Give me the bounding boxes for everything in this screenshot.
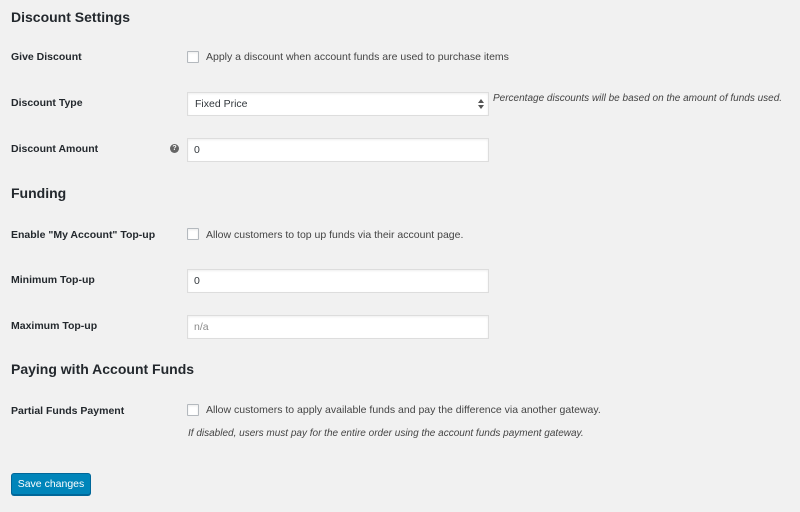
enable-topup-checkbox-label[interactable]: Allow customers to top up funds via their account page.: [206, 229, 464, 241]
funding-heading: Funding: [11, 185, 67, 201]
give-discount-checkbox[interactable]: [187, 51, 199, 63]
select-arrows-icon: [478, 98, 484, 110]
enable-topup-label: Enable "My Account" Top-up: [11, 229, 156, 241]
discount-settings-heading: Discount Settings: [11, 9, 131, 25]
maximum-topup-label: Maximum Top-up: [11, 320, 98, 332]
minimum-topup-label: Minimum Top-up: [11, 274, 95, 286]
discount-type-select[interactable]: [187, 92, 489, 116]
discount-amount-input[interactable]: [187, 138, 489, 162]
partial-funds-payment-label: Partial Funds Payment: [11, 405, 125, 417]
give-discount-label: Give Discount: [11, 51, 82, 63]
enable-topup-checkbox[interactable]: [187, 228, 199, 240]
partial-funds-payment-checkbox[interactable]: [187, 404, 199, 416]
partial-funds-payment-checkbox-label[interactable]: Allow customers to apply available funds and pay the difference via another gateway.: [206, 404, 601, 416]
paying-with-account-funds-heading: Paying with Account Funds: [11, 361, 195, 377]
discount-type-description: Percentage discounts will be based on the amount of funds used.: [493, 93, 783, 104]
save-changes-button[interactable]: Save changes: [11, 473, 91, 495]
minimum-topup-input[interactable]: [187, 269, 489, 293]
give-discount-checkbox-label[interactable]: Apply a discount when account funds are used to purchase items: [206, 51, 509, 63]
discount-type-selected-value: Fixed Price: [195, 98, 248, 110]
partial-funds-payment-description: If disabled, users must pay for the entire order using the account funds payment gateway.: [188, 428, 584, 439]
discount-amount-label: Discount Amount: [11, 143, 99, 155]
question-circle-icon[interactable]: ?: [170, 144, 179, 153]
discount-type-label: Discount Type: [11, 97, 83, 109]
maximum-topup-input[interactable]: [187, 315, 489, 339]
